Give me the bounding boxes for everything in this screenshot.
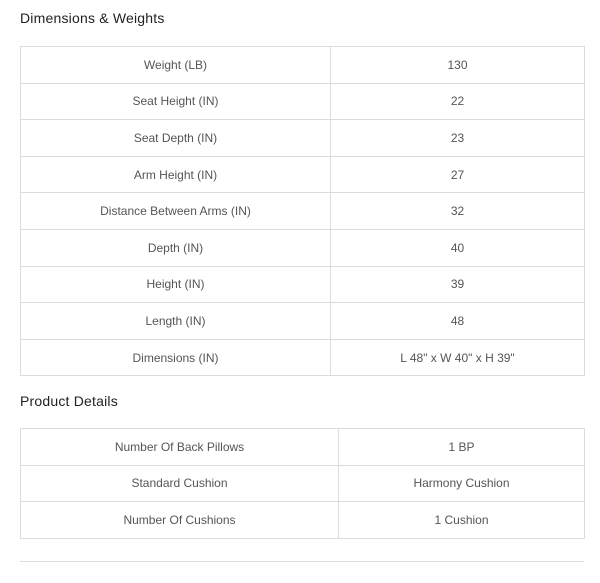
- spec-label: Dimensions (IN): [21, 339, 331, 376]
- table-row: [21, 229, 585, 266]
- bottom-divider: [20, 561, 584, 562]
- spec-value: Harmony Cushion: [339, 465, 585, 502]
- spec-value: 39: [331, 266, 585, 303]
- spec-value: 40: [331, 229, 585, 266]
- spec-value: 23: [331, 120, 585, 157]
- spec-label: Standard Cushion: [21, 465, 339, 502]
- spec-value: 1 Cushion: [339, 502, 585, 539]
- spec-label: Length (IN): [21, 303, 331, 340]
- spec-value: 48: [331, 303, 585, 340]
- spec-value: L 48" x W 40" x H 39": [331, 339, 585, 376]
- table-row: [21, 429, 585, 466]
- product-details-title: Product Details: [20, 393, 118, 409]
- spec-label: Arm Height (IN): [21, 156, 331, 193]
- table-row: [21, 83, 585, 120]
- spec-value: 27: [331, 156, 585, 193]
- spec-label: Seat Height (IN): [21, 83, 331, 120]
- spec-label: Weight (LB): [21, 47, 331, 84]
- table-row: [21, 120, 585, 157]
- dimensions-weights-table: [20, 46, 585, 376]
- spec-label: Seat Depth (IN): [21, 120, 331, 157]
- spec-value: 1 BP: [339, 429, 585, 466]
- table-row: [21, 47, 585, 84]
- table-row: [21, 339, 585, 376]
- table-row: [21, 502, 585, 539]
- table-row: [21, 303, 585, 340]
- product-details-table: [20, 428, 585, 539]
- dimensions-weights-title: Dimensions & Weights: [20, 10, 165, 26]
- table-row: [21, 465, 585, 502]
- table-row: [21, 156, 585, 193]
- spec-label: Number Of Cushions: [21, 502, 339, 539]
- spec-label: Number Of Back Pillows: [21, 429, 339, 466]
- spec-label: Distance Between Arms (IN): [21, 193, 331, 230]
- spec-label: Depth (IN): [21, 229, 331, 266]
- spec-label: Height (IN): [21, 266, 331, 303]
- table-row: [21, 266, 585, 303]
- spec-value: 130: [331, 47, 585, 84]
- table-row: [21, 193, 585, 230]
- spec-value: 32: [331, 193, 585, 230]
- spec-value: 22: [331, 83, 585, 120]
